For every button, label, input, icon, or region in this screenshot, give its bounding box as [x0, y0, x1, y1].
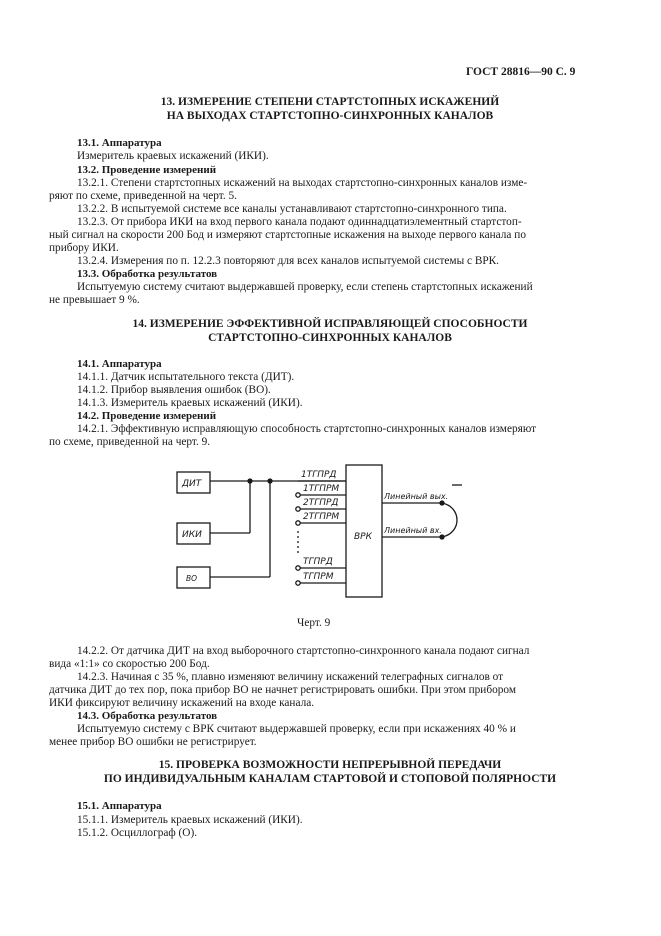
page-header: ГОСТ 28816—90 С. 9 — [466, 66, 576, 78]
paragraph-14-2-1-line2: по схеме, приведенной на черт. 9. — [49, 436, 211, 448]
figure-9-caption: Черт. 9 — [297, 617, 331, 629]
paragraph-13-2-2: 13.2.2. В испытуемой системе все каналы устанавливают стартстопно-синхронного типа. — [77, 203, 507, 215]
heading-13-3: 13.3. Обработка результатов — [77, 268, 218, 280]
channel-1tgprd-label: 1ТГПРД — [301, 470, 337, 480]
heading-13-2: 13.2. Проведение измерений — [77, 164, 217, 176]
heading-14-3: 14.3. Обработка результатов — [77, 710, 218, 722]
paragraph-15-1-1: 15.1.1. Измеритель краевых искажений (ИКИ). — [77, 814, 303, 826]
paragraph-14-2-2-line1: 14.2.2. От датчика ДИТ на вход выборочного стартстопно-синхронного канала подают сигнал — [77, 645, 530, 657]
channel-tgprm-label: ТГПРМ — [303, 572, 334, 582]
vrk-box — [346, 465, 382, 597]
line-in-label: Линейный вх. — [384, 526, 442, 535]
section-13-title-line1: 13. ИЗМЕРЕНИЕ СТЕПЕНИ СТАРТСТОПНЫХ ИСКАЖЕНИЙ — [160, 96, 500, 108]
vrk-label: ВРК — [354, 532, 372, 542]
section-14-title-line2: СТАРТСТОПНО-СИНХРОННЫХ КАНАЛОВ — [208, 332, 452, 344]
heading-14-1: 14.1. Аппаратура — [77, 358, 162, 370]
paragraph-14-2-3-line3: ИКИ фиксируют величину искажений на входе канала. — [49, 697, 315, 709]
line-out-label: Линейный вых. — [384, 492, 449, 501]
paragraph-14-3-line1: Испытуемую систему с ВРК считают выдержавшей проверку, если при искажениях 40 % и — [77, 723, 516, 735]
heading-14-2: 14.2. Проведение измерений — [77, 410, 217, 422]
section-13-title-line2: НА ВЫХОДАХ СТАРТСТОПНО-СИНХРОННЫХ КАНАЛОВ — [166, 110, 494, 122]
section-15-title-line2: ПО ИНДИВИДУАЛЬНЫМ КАНАЛАМ СТАРТОВОЙ И СТОПОВОЙ ПОЛЯРНОСТИ — [103, 773, 557, 785]
channel-2tgprm-label: 2ТГПРМ — [303, 512, 340, 522]
paragraph-13-2-3-line2: ный сигнал на скорости 200 Бод и измеряют стартстопные искажения на выходе первого канала по — [49, 229, 526, 241]
iki-label: ИКИ — [182, 530, 202, 540]
heading-13-1: 13.1. Аппаратура — [77, 137, 162, 149]
channel-1tgprm-label: 1ТГПРМ — [303, 484, 340, 494]
figure-9-diagram — [170, 455, 470, 605]
paragraph-14-2-3-line2: датчика ДИТ до тех пор, пока прибор ВО не начнет регистрировать ошибки. При этом прибором — [49, 684, 516, 696]
paragraph-13-2-3-line3: прибору ИКИ. — [49, 242, 119, 254]
paragraph-15-1-2: 15.1.2. Осциллограф (О). — [77, 827, 198, 839]
paragraph-13-2-4: 13.2.4. Измерения по п. 12.2.3 повторяют для всех каналов испытуемой системы с ВРК. — [77, 255, 500, 267]
section-14-title-line1: 14. ИЗМЕРЕНИЕ ЭФФЕКТИВНОЙ ИСПРАВЛЯЮЩЕЙ СПОСОБНОСТИ — [132, 318, 528, 330]
channel-2tgprd-label: 2ТГПРД — [303, 498, 339, 508]
section-15-title-line1: 15. ПРОВЕРКА ВОЗМОЖНОСТИ НЕПРЕРЫВНОЙ ПЕРЕДАЧИ — [158, 759, 502, 771]
paragraph-14-1-1: 14.1.1. Датчик испытательного текста (ДИТ). — [77, 371, 295, 383]
paragraph-14-2-3-line1: 14.2.3. Начиная с 35 %, плавно изменяют величину искажений телеграфных сигналов от — [77, 671, 504, 683]
paragraph-14-1-3: 14.1.3. Измеритель краевых искажений (ИКИ). — [77, 397, 303, 409]
paragraph-14-1-2: 14.1.2. Прибор выявления ошибок (ВО). — [77, 384, 271, 396]
dit-label: ДИТ — [182, 479, 202, 489]
paragraph-13-2-1-line1: 13.2.1. Степени стартстопных искажений на выходах стартстопно-синхронных каналов изме- — [77, 177, 528, 189]
paragraph-13-1: Измеритель краевых искажений (ИКИ). — [77, 150, 269, 162]
vo-label: ВО — [186, 574, 198, 583]
paragraph-13-2-3-line1: 13.2.3. От прибора ИКИ на вход первого канала подают одиннадцатиэлементный стартстоп- — [77, 216, 522, 228]
paragraph-13-2-1-line2: ряют по схеме, приведенной на черт. 5. — [49, 190, 238, 202]
paragraph-14-2-1-line1: 14.2.1. Эффективную исправляющую способность стартстопно-синхронных каналов измеряют — [77, 423, 537, 435]
paragraph-14-2-2-line2: вида «1:1» со скоростью 200 Бод. — [49, 658, 210, 670]
heading-15-1: 15.1. Аппаратура — [77, 800, 162, 812]
paragraph-13-3-line1: Испытуемую систему считают выдержавшей проверку, если степень стартстопных искажений — [77, 281, 533, 293]
channel-tgprd-label: ТГПРД — [303, 557, 333, 567]
paragraph-13-3-line2: не превышает 9 %. — [49, 294, 140, 306]
paragraph-14-3-line2: менее прибор ВО ошибки не регистрирует. — [49, 736, 257, 748]
